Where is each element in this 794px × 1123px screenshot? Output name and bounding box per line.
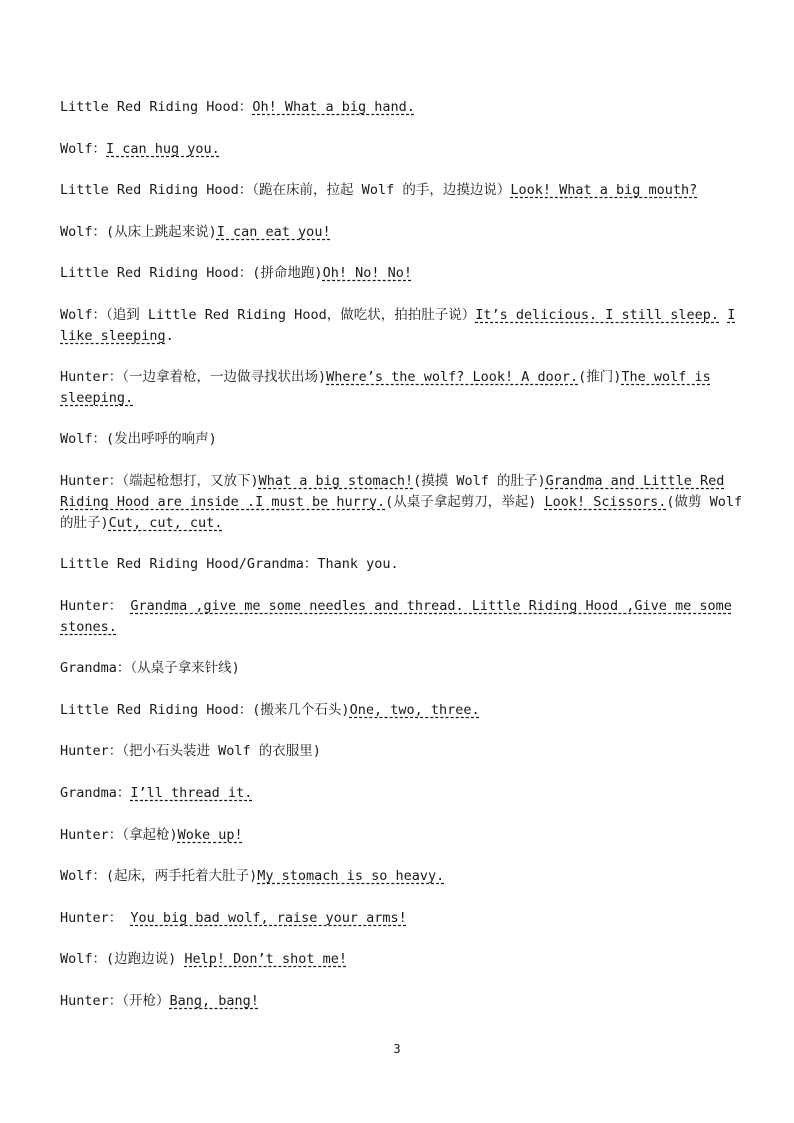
spoken-text: My stomach is so heavy.: [257, 868, 445, 884]
dialogue-text: Grandma：: [60, 785, 131, 801]
dialogue-line-18: [60, 908, 760, 929]
spoken-text: Look! What a big mouth?: [510, 182, 698, 198]
dialogue-text: (做剪 Wolf 的肚子): [60, 494, 743, 531]
dialogue-line-3: [60, 180, 760, 201]
spoken-text: Cut, cut, cut.: [108, 515, 223, 531]
dialogue-text: Little Red Riding Hood：: [60, 99, 253, 115]
spoken-text: Look! Scissors.: [544, 494, 667, 510]
spoken-text: You big bad wolf, raise your arms!: [130, 910, 407, 926]
dialogue-text: Little Red Riding Hood：(搬来几个石头): [60, 702, 350, 718]
dialogue-line-17: [60, 866, 760, 887]
spoken-text: Oh! What a big hand.: [252, 99, 415, 115]
dialogue-text: (从桌子拿起剪刀，举起): [385, 494, 545, 510]
spoken-text: Oh! No! No!: [322, 265, 412, 281]
dialogue-text: Hunter：（开枪）: [60, 993, 170, 1009]
spoken-text: The wolf is sleeping.: [60, 369, 711, 406]
dialogue-text: Hunter：: [60, 598, 131, 614]
dialogue-text: Grandma：（从桌子拿来针线): [60, 660, 240, 676]
spoken-text: Where’s the wolf? Look! A door.: [326, 369, 579, 385]
spoken-text: It’s delicious. I still sleep.: [475, 307, 720, 323]
dialogue-line-2: [60, 139, 760, 160]
dialogue-text: Hunter：（一边拿着枪，一边做寻找状出场): [60, 369, 327, 385]
spoken-text: Help! Don’t shot me!: [184, 951, 347, 967]
dialogue-text: Wolf：(起床，两手托着大肚子): [60, 868, 258, 884]
spoken-text: Grandma and Little Red Riding Hood are inside .I must be hurry.: [60, 473, 725, 510]
dialogue-line-13: [60, 700, 760, 721]
spoken-text: Grandma ,give me some needles and thread. Little Riding Hood ,Give me some stones.: [60, 598, 732, 635]
spoken-text: What a big stomach!: [258, 473, 414, 489]
dialogue-text: Hunter：: [60, 910, 131, 926]
dialogue-line-1: [60, 97, 760, 118]
dialogue-line-11: [60, 596, 760, 638]
dialogue-text: Hunter：（端起枪想打，又放下): [60, 473, 259, 489]
dialogue-line-12: [60, 658, 760, 679]
dialogue-line-10: [60, 554, 760, 575]
dialogue-text: Little Red Riding Hood：(拼命地跑): [60, 265, 323, 281]
spoken-text: Woke up!: [177, 827, 243, 843]
dialogue-text: Wolf：(边跑边说): [60, 951, 185, 967]
dialogue-text: Little Red Riding Hood：（跪在床前，拉起 Wolf 的手，边摸边说）: [60, 182, 511, 198]
dialogue-line-16: [60, 825, 760, 846]
spoken-text: I like sleeping: [60, 307, 736, 344]
dialogue-text: Wolf：(发出呼呼的响声): [60, 431, 217, 447]
dialogue-text: .: [165, 328, 174, 344]
dialogue-text: Hunter：（拿起枪): [60, 827, 178, 843]
spoken-text: I can hug you.: [106, 141, 220, 157]
dialogue-text: Little Red Riding Hood/Grandma：Thank you.: [60, 556, 399, 572]
spoken-text: Bang, bang!: [169, 993, 259, 1009]
dialogue-text: Wolf：（追到 Little Red Riding Hood，做吃状，拍拍肚子说）: [60, 307, 476, 323]
spoken-text: I’ll thread it.: [130, 785, 253, 801]
spoken-text: I can eat you!: [216, 224, 331, 240]
dialogue-line-14: [60, 741, 760, 762]
dialogue-text: (推门): [578, 369, 622, 385]
dialogue-line-9: [60, 471, 760, 534]
dialogue-line-8: [60, 429, 760, 450]
dialogue-text: Wolf：: [60, 141, 107, 157]
dialogue-text: (摸摸 Wolf 的肚子): [413, 473, 546, 489]
dialogue-line-20: [60, 991, 760, 1012]
dialogue-text: Wolf：(从床上跳起来说): [60, 224, 217, 240]
dialogue-line-7: [60, 367, 760, 409]
dialogue-line-19: [60, 949, 760, 970]
page-number: 3: [393, 1042, 401, 1056]
dialogue-line-6: [60, 305, 760, 347]
spoken-text: One, two, three.: [349, 702, 480, 718]
dialogue-line-4: [60, 222, 760, 243]
dialogue-text: [719, 307, 727, 323]
dialogue-text: Hunter：（把小石头装进 Wolf 的衣服里): [60, 743, 321, 759]
dialogue-line-15: [60, 783, 760, 804]
dialogue-line-5: [60, 263, 760, 284]
